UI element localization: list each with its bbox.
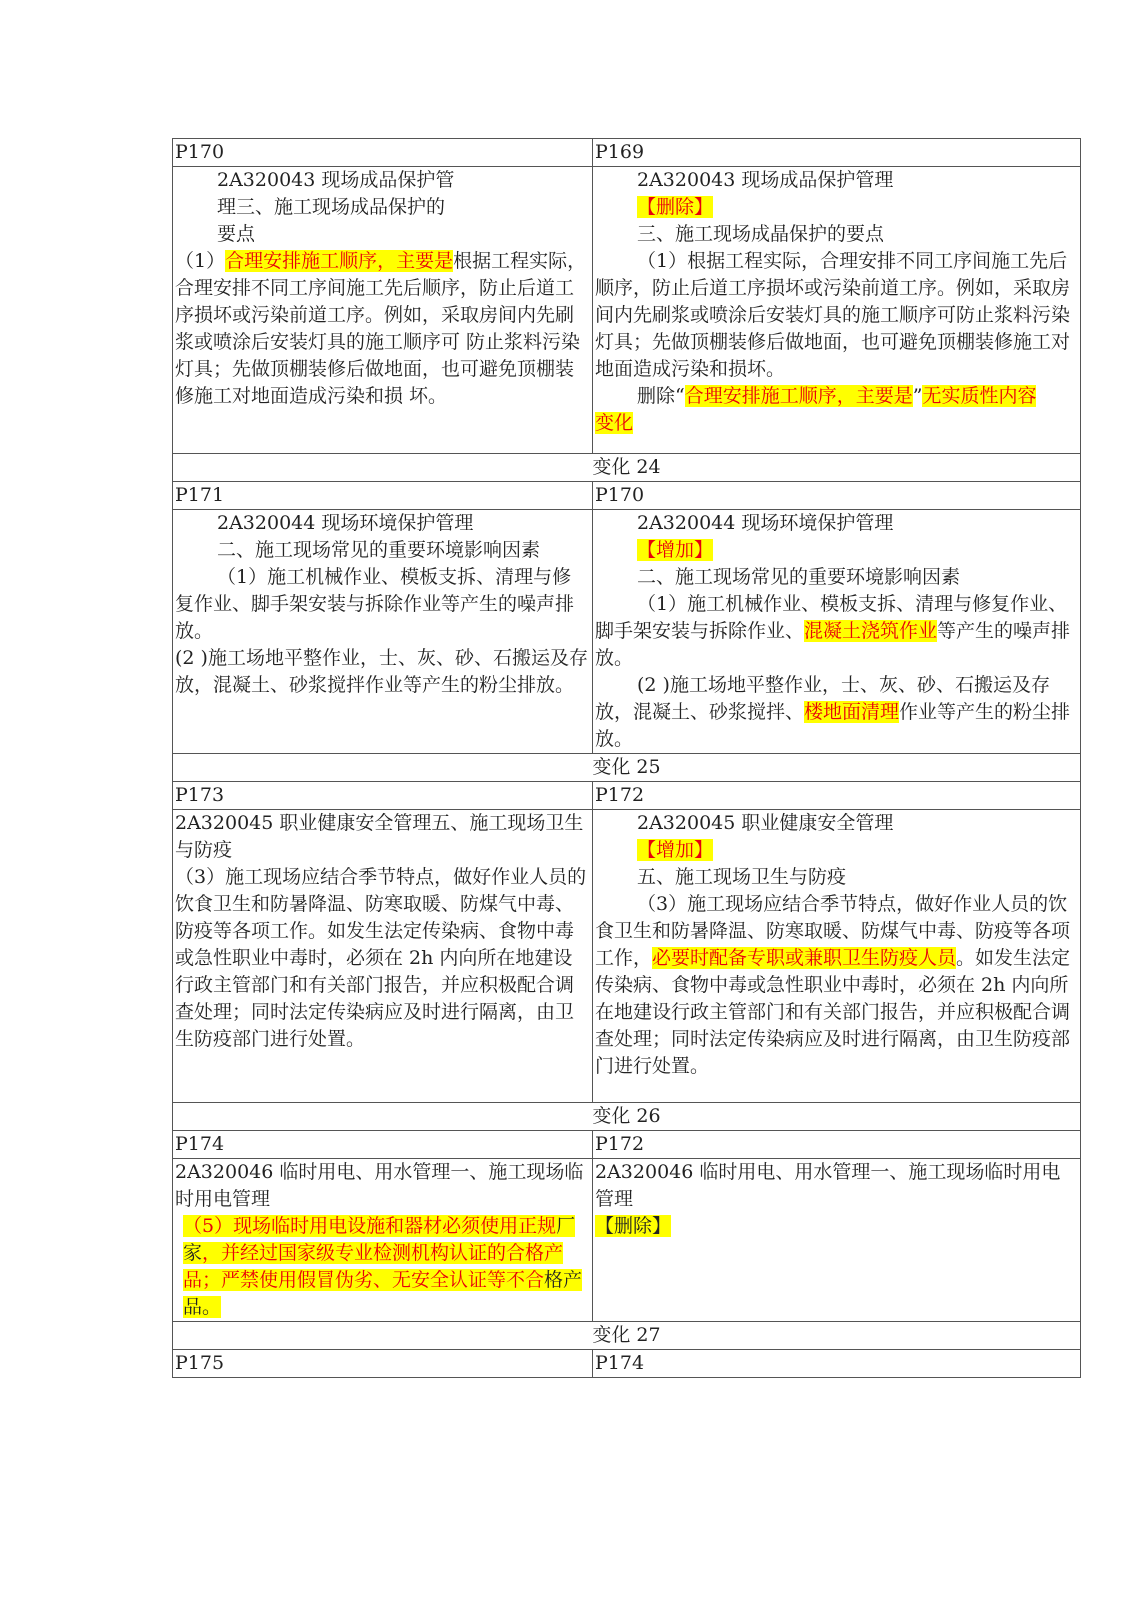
left-old-text [173, 510, 593, 754]
change-number: 变化 26 [173, 1103, 1081, 1131]
section-title: 2A320044 现场环境保护管理 [217, 512, 474, 534]
comparison-table [172, 138, 1081, 1378]
right-page-number: P170 [593, 482, 1081, 510]
change-tag: 【增加】 [637, 839, 714, 861]
paragraph: （3）施工现场应结合季节特点，做好作业人员的饮食卫生和防暑降温、防寒取暖、防煤气中毒、防疫等各项工作。如发生法定传染病、食物中毒或急性职业中毒时，必须在 2h 内向所在地建设行政主管部门和有关部门报告，并应积极配合调查处理；同时法定传染病应及时进行隔离，由卫生防疫部门进行处置。 [175, 866, 587, 1050]
paragraph: （1）合理安排施工顺序，主要是根据工程实际，合理安排不同工序间施工先后顺序，防止后道工序损坏或污染前道工序。例如，采取房间内先刷浆或喷涂后安装灯具的施工顺序可 防止浆料污染灯具；先做顶棚装修后做地面，也可避免顶棚装修施工对地面造成污染和损 坏。 [175, 250, 587, 407]
paragraph: （5）现场临时用电设施和器材必须使用正规厂家，并经过国家级专业检测机构认证的合格产品；严禁使用假冒伪劣、无安全认证等不合格产品。 [183, 1215, 583, 1318]
change-note-cont: 变化 [595, 412, 634, 434]
section-title: 2A320045 职业健康安全管理 [637, 812, 894, 834]
section-title: 2A320046 临时用电、用水管理一、施工现场临时用电管理 [595, 1161, 1061, 1210]
highlighted-text: 合理安排施工顺序，主要是 [225, 250, 454, 272]
right-page-number: P172 [593, 782, 1081, 810]
right-new-text [593, 167, 1081, 454]
section-title-cont: 要点 [217, 223, 256, 245]
subsection-title: 二、施工现场常见的重要环境影响因素 [217, 539, 541, 561]
left-old-text [173, 1159, 593, 1322]
section-title: 2A320043 现场成品保护管 [217, 169, 455, 191]
change-note: 删除“合理安排施工顺序，主要是”无实质性内容 [637, 385, 1037, 407]
section-title: 2A320045 职业健康安全管理五、施工现场卫生与防疫 [175, 812, 584, 861]
subsection-title: 三、施工现场成晶保护的要点 [637, 223, 885, 245]
change-tag: 【删除】 [595, 1215, 672, 1237]
left-old-text [173, 167, 593, 454]
left-page-number: P170 [173, 139, 593, 167]
subsection-title: 五、施工现场卫生与防疫 [637, 866, 847, 888]
paragraph: (2 )施工场地平整作业，士、灰、砂、石搬运及存放，混凝土、砂浆搅拌、楼地面清理作业等产生的粉尘排放。 [595, 674, 1071, 750]
change-number: 变化 24 [173, 454, 1081, 482]
change-tag: 【增加】 [637, 539, 714, 561]
change-tag: 【删除】 [637, 196, 714, 218]
right-new-text [593, 810, 1081, 1103]
section-title-cont: 理三、施工现场成品保护的 [217, 196, 446, 218]
left-page-number: P174 [173, 1131, 593, 1159]
change-number: 变化 25 [173, 754, 1081, 782]
section-title: 2A320046 临时用电、用水管理一、施工现场临时用电管理 [175, 1161, 584, 1210]
left-page-number: P173 [173, 782, 593, 810]
paragraph: （1）施工机械作业、模板支拆、清理与修复作业、脚手架安装与拆除作业等产生的噪声排放。 [175, 566, 575, 642]
right-page-number: P174 [593, 1350, 1081, 1378]
paragraph: （3）施工现场应结合季节特点，做好作业人员的饮食卫生和防暑降温、防寒取暖、防煤气中毒、防疫等各项工作，必要时配备专职或兼职卫生防疫人员。如发生法定传染病、食物中毒或急性职业中毒时，必须在 2h 内向所在地建设行政主管部门和有关部门报告，并应积极配合调查处理；同时法定传染病应及时进行隔离，由卫生防疫部门进行处置。 [595, 893, 1071, 1077]
right-new-text [593, 1159, 1081, 1322]
subsection-title: 二、施工现场常见的重要环境影响因素 [637, 566, 961, 588]
section-title: 2A320043 现场成品保护管理 [637, 169, 894, 191]
right-new-text [593, 510, 1081, 754]
paragraph: （1）根据工程实际，合理安排不同工序间施工先后顺序，防止后道工序损坏或污染前道工序。例如，采取房间内先刷浆或喷涂后安装灯具的施工顺序可防止浆料污染灯具；先做顶棚装修后做地面，也可避免顶棚装修施工对地面造成污染和损坏。 [595, 250, 1071, 380]
right-page-number: P172 [593, 1131, 1081, 1159]
right-page-number: P169 [593, 139, 1081, 167]
paragraph: (2 )施工场地平整作业，士、灰、砂、石搬运及存放，混凝土、砂浆搅拌作业等产生的粉尘排放。 [175, 647, 588, 696]
paragraph: （1）施工机械作业、模板支拆、清理与修复作业、脚手架安装与拆除作业、混凝土浇筑作业等产生的噪声排放。 [595, 593, 1071, 669]
change-number: 变化 27 [173, 1322, 1081, 1350]
left-page-number: P171 [173, 482, 593, 510]
section-title: 2A320044 现场环境保护管理 [637, 512, 894, 534]
left-page-number: P175 [173, 1350, 593, 1378]
left-old-text [173, 810, 593, 1103]
